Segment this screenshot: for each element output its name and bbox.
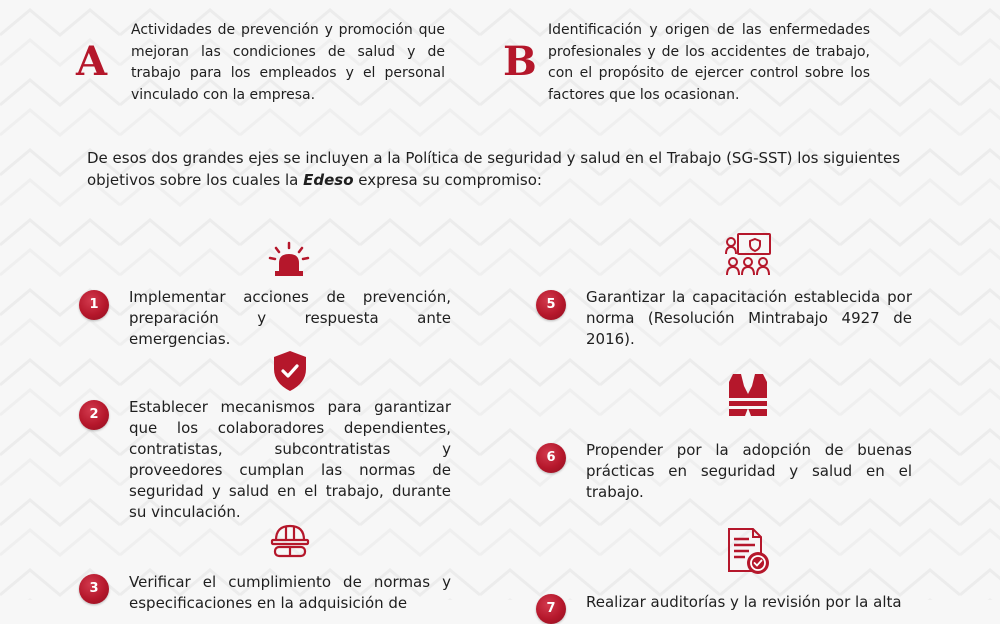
objective-text-7: Realizar auditorías y la revisión por la alta — [586, 593, 902, 611]
objective-number-3: 3 — [79, 574, 109, 604]
letter-a: A — [76, 38, 108, 85]
objective-text-3: Verificar el cumplimiento de normas y especificaciones en la adquisición de — [129, 573, 451, 612]
document-certified-icon — [725, 525, 771, 577]
objective-text-1: Implementar acciones de prevención, preparación y respuesta ante emergencias. — [129, 288, 451, 348]
shield-check-icon — [272, 350, 308, 392]
objective-number-5: 5 — [536, 290, 566, 320]
intro-paragraph — [87, 147, 907, 191]
objective-number-1: 1 — [79, 290, 109, 320]
section-b-text: Identificación y origen de las enfermedades profesionales y de los accidentes de trabajo, con el propósito de ejercer control sobre los factores que los ocasionan. — [548, 22, 870, 103]
objective-text-5: Garantizar la capacitación establecida por norma (Resolución Mintrabajo 4927 de 2016). — [586, 288, 912, 348]
objective-number-6: 6 — [536, 443, 566, 473]
company-name: Edeso — [303, 171, 354, 189]
objective-text-6: Propender por la adopción de buenas prácticas en seguridad y salud en el trabajo. — [586, 441, 912, 501]
intro-text-before: De esos dos grandes ejes se incluyen a la Política de seguridad y salud en el Trabajo (SG-SST) los siguientes objetivos sobre los cuales la — [87, 149, 901, 189]
training-presentation-icon — [724, 232, 772, 278]
objective-text-2: Establecer mecanismos para garantizar que los colaboradores dependientes, contratistas, subcontratistas y proveedores cumplan las normas de seguridad y salud en el trabajo, durante su vinculación. — [129, 398, 451, 521]
intro-text-after: expresa su compromiso: — [353, 171, 542, 189]
hard-hat-goggles-icon — [270, 522, 310, 560]
letter-b: B — [503, 38, 537, 85]
objective-number-7: 7 — [536, 594, 566, 624]
alarm-siren-icon — [267, 242, 311, 278]
section-a-text: Actividades de prevención y promoción que mejoran las condiciones de salud y de trabajo para los empleados y el personal vinculado con la empresa. — [131, 22, 445, 103]
objective-number-2: 2 — [79, 400, 109, 430]
safety-vest-icon — [727, 372, 769, 418]
